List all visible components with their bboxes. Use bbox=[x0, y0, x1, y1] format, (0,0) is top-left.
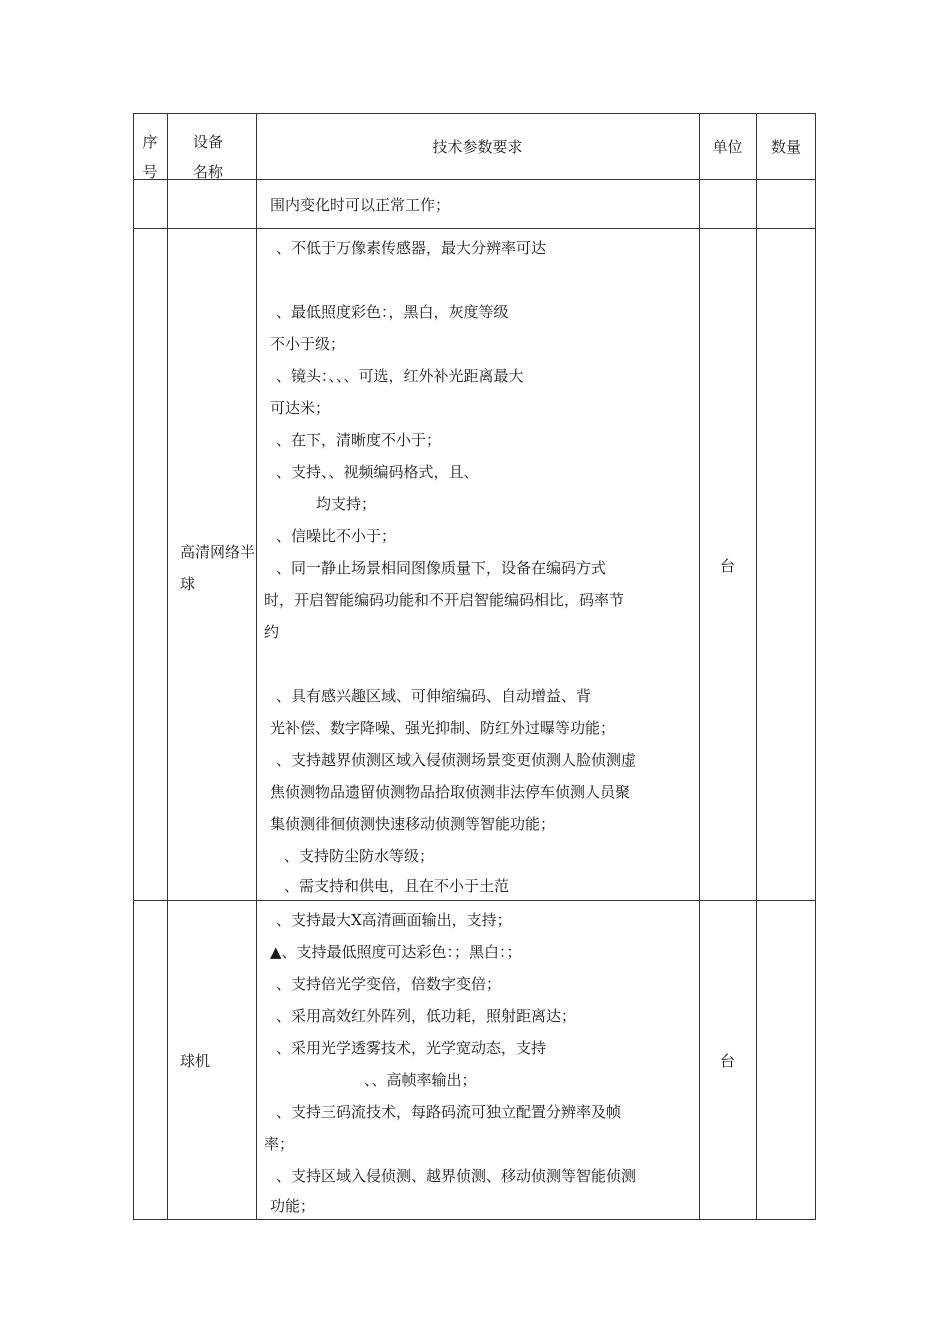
spec-line: 、需支持和供电，且在不小于土范 bbox=[284, 877, 510, 895]
spec-line: ▲、支持最低照度可达彩色：；黑白：； bbox=[270, 943, 522, 961]
spec-line: 焦侦测物品遗留侦测物品拾取侦测非法停车侦测人员聚 bbox=[270, 783, 631, 801]
header-spec: 技术参数要求 bbox=[432, 138, 523, 156]
spec-line: 集侦测徘徊侦测快速移动侦测等智能功能； bbox=[270, 815, 556, 833]
spec-line: 、支持、、视频编码格式，且、 bbox=[276, 463, 479, 481]
spec-line: 时，开启智能编码功能和不开启智能编码相比，码率节 bbox=[264, 591, 625, 609]
spec-line: 功能； bbox=[270, 1197, 316, 1215]
header-seq: 序号 bbox=[142, 133, 158, 181]
spec-line: 、同一静止场景相同图像质量下，设备在编码方式 bbox=[276, 559, 607, 577]
spec-line: 、镜头：、、、可选，红外补光距离最大 bbox=[276, 367, 524, 385]
spec-line: 、、高帧率输出； bbox=[364, 1071, 477, 1089]
spec-line: 约 bbox=[264, 623, 280, 641]
header-qty: 数量 bbox=[770, 138, 801, 156]
header-unit: 单位 bbox=[712, 138, 743, 156]
spec-line: 、支持防尘防水等级； bbox=[284, 847, 435, 865]
header-name: 设备名称 bbox=[192, 133, 223, 181]
spec-line: 不小于级； bbox=[270, 335, 346, 353]
unit-dome: 台 bbox=[719, 557, 735, 575]
spec-line: 、不低于万像素传感器，最大分辨率可达 bbox=[276, 239, 547, 257]
column-divider bbox=[256, 113, 257, 1220]
spec-line: 、采用光学透雾技术，光学宽动态，支持 bbox=[276, 1039, 547, 1057]
spec-line: 、支持倍光学变倍，倍数字变倍； bbox=[276, 975, 502, 993]
spec-line: 可达米； bbox=[270, 399, 331, 417]
spec-line: 、信噪比不小于； bbox=[276, 527, 397, 545]
row-divider bbox=[133, 228, 816, 229]
spec-line: 、采用高效红外阵列，低功耗，照射距离达； bbox=[276, 1007, 577, 1025]
column-divider bbox=[756, 113, 757, 1220]
spec-line: 围内变化时可以正常工作； bbox=[270, 196, 451, 214]
spec-line: 光补偿、数字降噪、强光抑制、防红外过曝等功能； bbox=[270, 719, 616, 737]
spec-line: 、支持越界侦测区域入侵侦测场景变更侦测人脸侦测虚 bbox=[276, 751, 637, 769]
device-name-ptz: 球机 bbox=[180, 1052, 211, 1070]
spec-line: 、支持最大X高清画面输出，支持； bbox=[276, 911, 512, 929]
spec-line: 、最低照度彩色：，黑白，灰度等级 bbox=[276, 303, 509, 321]
device-name-dome: 高清网络半球 bbox=[180, 543, 256, 593]
row-divider bbox=[133, 900, 816, 901]
unit-ptz: 台 bbox=[719, 1052, 735, 1070]
spec-line: 均支持； bbox=[316, 495, 377, 513]
spec-line: 、具有感兴趣区域、可伸缩编码、自动增益、背 bbox=[276, 687, 592, 705]
column-divider bbox=[167, 113, 168, 1220]
spec-line: 率； bbox=[264, 1135, 295, 1153]
spec-line: 、在下，清晰度不小于； bbox=[276, 431, 442, 449]
spec-line: 、支持区域入侵侦测、越界侦测、移动侦测等智能侦测 bbox=[276, 1167, 637, 1185]
header-bottom-rule bbox=[133, 179, 816, 180]
spec-line: 、支持三码流技术，每路码流可独立配置分辨率及帧 bbox=[276, 1103, 622, 1121]
